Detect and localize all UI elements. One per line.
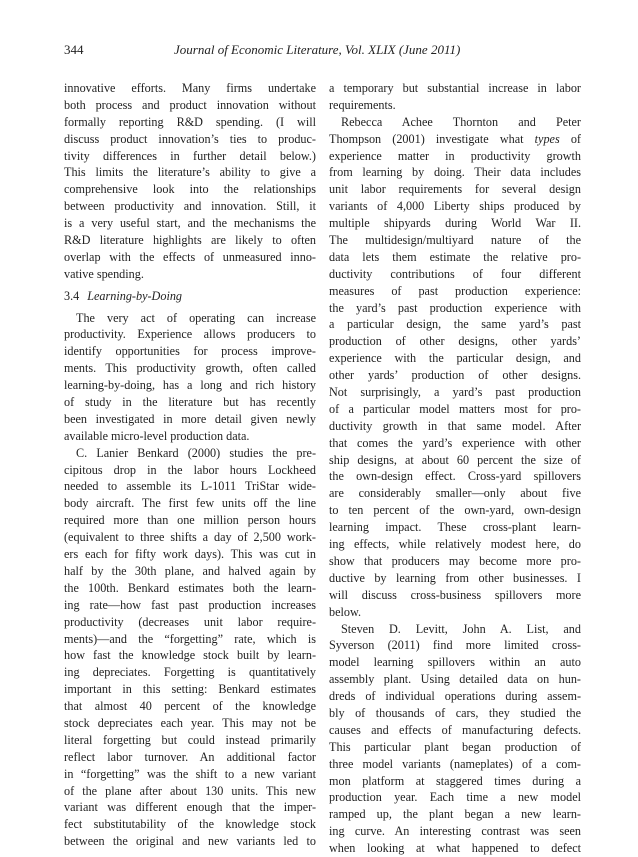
text-line: The very act of operating can increase bbox=[76, 310, 316, 325]
text-line: variants of 4,000 Liberty ships produced by bbox=[329, 199, 581, 214]
text-line: both process and product innovation without bbox=[64, 97, 316, 112]
text-line: of a particular model matters most for pro- bbox=[329, 401, 581, 416]
text-line: ing effects, while relatively modest here, do bbox=[329, 537, 581, 552]
text-line: ship designs, at about 60 percent the size of bbox=[329, 452, 581, 467]
text-line: ing curve. An interesting contrast was seen bbox=[329, 824, 581, 839]
text-line: body aircraft. The first few units off the line bbox=[64, 496, 316, 511]
text-line: productivity (decreases unit labor require- bbox=[64, 614, 316, 629]
text-line: of study in the literature but has recently bbox=[64, 395, 316, 410]
text-line: between the original and new variants led to bbox=[64, 834, 316, 849]
section-number: 3.4 bbox=[64, 288, 80, 303]
text-line: ductivity contributions of four different bbox=[329, 266, 581, 281]
text-line: from learning by doing. Their data includes bbox=[329, 165, 581, 180]
text-line: causes and effects of manufacturing defects. bbox=[329, 722, 581, 737]
text-line: needed to assemble its L-1011 TriStar wide- bbox=[64, 479, 316, 494]
text-line: learning impact. These cross-plant learn- bbox=[329, 520, 581, 535]
text-line: production year. Each time a new model bbox=[329, 790, 581, 805]
text-line: when looking at what happened to defect bbox=[329, 841, 581, 856]
text-line: how fast the knowledge stock built by learn- bbox=[64, 648, 316, 663]
text-line: been investigated in more detail given newly bbox=[64, 411, 316, 426]
text-line: formally reporting R&D spending. (I will bbox=[64, 114, 316, 129]
text-line: literal forgetting but could instead primarily bbox=[64, 732, 316, 747]
text-line: production of other designs, other yards’ bbox=[329, 334, 581, 349]
text-line: discuss product innovation’s ties to produc- bbox=[64, 131, 316, 146]
text-line: data lets them estimate the relative pro- bbox=[329, 249, 581, 264]
text-line: of the plane after about 130 units. This new bbox=[64, 783, 316, 798]
text-line: This particular plant began production of bbox=[329, 739, 581, 754]
text-line: dreds of individual operations during assem- bbox=[329, 689, 581, 704]
text-line: below. bbox=[329, 604, 362, 619]
text-line: the 100th. Benkard estimates both the learn- bbox=[64, 580, 316, 595]
text-line: experience with the particular design, and bbox=[329, 351, 581, 366]
text-line: measures of past production experience: bbox=[329, 283, 581, 298]
text-line: cipitous drop in the labor hours Lockheed bbox=[64, 462, 316, 477]
text-line: stock depreciates each year. This may not be bbox=[64, 715, 316, 730]
text-line: half by the 30th plane, and halved again by bbox=[64, 563, 316, 578]
text-line: ductivity growth in that same model. After bbox=[329, 418, 581, 433]
text-line: ductive by learning from other businesses. I bbox=[329, 570, 581, 585]
section-heading bbox=[64, 288, 316, 305]
text-line: vative spending. bbox=[64, 266, 144, 281]
text-line: Not surprisingly, a yard’s past production bbox=[329, 385, 581, 400]
text-line: the own-design effect. Cross-yard spillovers bbox=[329, 469, 581, 484]
text-line: available micro-level production data. bbox=[64, 428, 250, 443]
page-number: 344 bbox=[64, 42, 84, 57]
text-line: productivity. Experience allows producers to bbox=[64, 327, 316, 342]
text-line: Syverson (2011) find more limited cross- bbox=[329, 638, 581, 653]
text-line: the yard’s past production experience with bbox=[329, 300, 581, 315]
text-line: ments)—and the “forgetting” rate, which is bbox=[64, 631, 316, 646]
text-line: mon platform at staggered times during a bbox=[329, 773, 581, 788]
text-line: reflect labor turnover. An additional factor bbox=[64, 749, 316, 764]
text-line: bly of thousands of cars, they studied the bbox=[329, 705, 581, 720]
text-line: required more than one million person hours bbox=[64, 513, 316, 528]
text-line: a particular design, the same yard’s past bbox=[329, 317, 581, 332]
text-line: requirements. bbox=[329, 97, 396, 112]
text-line: Thompson (2001) investigate what types of bbox=[329, 131, 581, 146]
text-line: C. Lanier Benkard (2000) studies the pre- bbox=[76, 445, 316, 460]
text-line: to ten percent of the own-yard, own-design bbox=[329, 503, 581, 518]
text-line: ments. This productivity growth, often called bbox=[64, 361, 316, 376]
text-line: ramped up, the plant began a new learn- bbox=[329, 807, 581, 822]
left-column bbox=[64, 80, 316, 850]
right-column bbox=[329, 80, 581, 857]
text-line: ing depreciates. Forgetting is quantitatively bbox=[64, 665, 316, 680]
text-line: comprehensive look into the relationships bbox=[64, 182, 316, 197]
text-line: multiple shipyards during World War II. bbox=[329, 216, 581, 231]
running-head bbox=[64, 42, 576, 60]
text-line: that almost 40 percent of the knowledge bbox=[64, 699, 316, 714]
text-line: unit labor requirements for several design bbox=[329, 182, 581, 197]
text-line: in “forgetting” was the shift to a new variant bbox=[64, 766, 316, 781]
text-line: ers each for fifty work days). This was cut in bbox=[64, 547, 316, 562]
section-title: Learning-by-Doing bbox=[87, 288, 183, 303]
text-line: This limits the literature’s ability to give a bbox=[64, 165, 316, 180]
text-line: model learning spillovers within an auto bbox=[329, 655, 581, 670]
text-line: (equivalent to three shifts a day of 2,500 work- bbox=[64, 530, 316, 545]
text-line: that comes the yard’s experience with other bbox=[329, 435, 581, 450]
text-line: will discuss cross-business spillovers more bbox=[329, 587, 581, 602]
text-line: is a very useful start, and the mechanisms the bbox=[64, 216, 316, 231]
text-line: show that producers may become more pro- bbox=[329, 553, 581, 568]
text-line: between productivity and innovation. Still, it bbox=[64, 199, 316, 214]
text-line: variant was different enough that the imper- bbox=[64, 800, 316, 815]
text-line: The multidesign/multiyard nature of the bbox=[329, 233, 581, 248]
text-line: learning-by-doing, has a long and rich history bbox=[64, 378, 316, 393]
text-line: important in this setting: Benkard estimates bbox=[64, 682, 316, 697]
text-line: a temporary but substantial increase in labor bbox=[329, 81, 581, 95]
text-line: ing rate—how fast past production increases bbox=[64, 597, 316, 612]
text-line: innovative efforts. Many firms undertake bbox=[64, 81, 316, 95]
text-line: three model variants (nameplates) of a com- bbox=[329, 756, 581, 771]
text-line: overlap with the effects of unmeasured inno- bbox=[64, 249, 316, 264]
emphasis: types bbox=[534, 131, 560, 146]
text-line: Steven D. Levitt, John A. List, and bbox=[341, 621, 581, 636]
text-line: experience matter in productivity growth bbox=[329, 148, 581, 163]
text-line: tivity differences in further detail below.) bbox=[64, 148, 316, 163]
text-line: identify opportunities for process improve- bbox=[64, 344, 316, 359]
journal-title: Journal of Economic Literature, Vol. XLIX (June 2011) bbox=[174, 42, 461, 57]
text-line: R&D literature highlights are likely to often bbox=[64, 233, 316, 248]
text-line: fect substitutability of the knowledge stock bbox=[64, 817, 316, 832]
text-line: assembly plant. Using detailed data on hun- bbox=[329, 672, 581, 687]
text-line: other yards’ production of other designs. bbox=[329, 368, 581, 383]
text-line: Rebecca Achee Thornton and Peter bbox=[341, 114, 581, 129]
text-line: are considerably smaller—only about five bbox=[329, 486, 581, 501]
